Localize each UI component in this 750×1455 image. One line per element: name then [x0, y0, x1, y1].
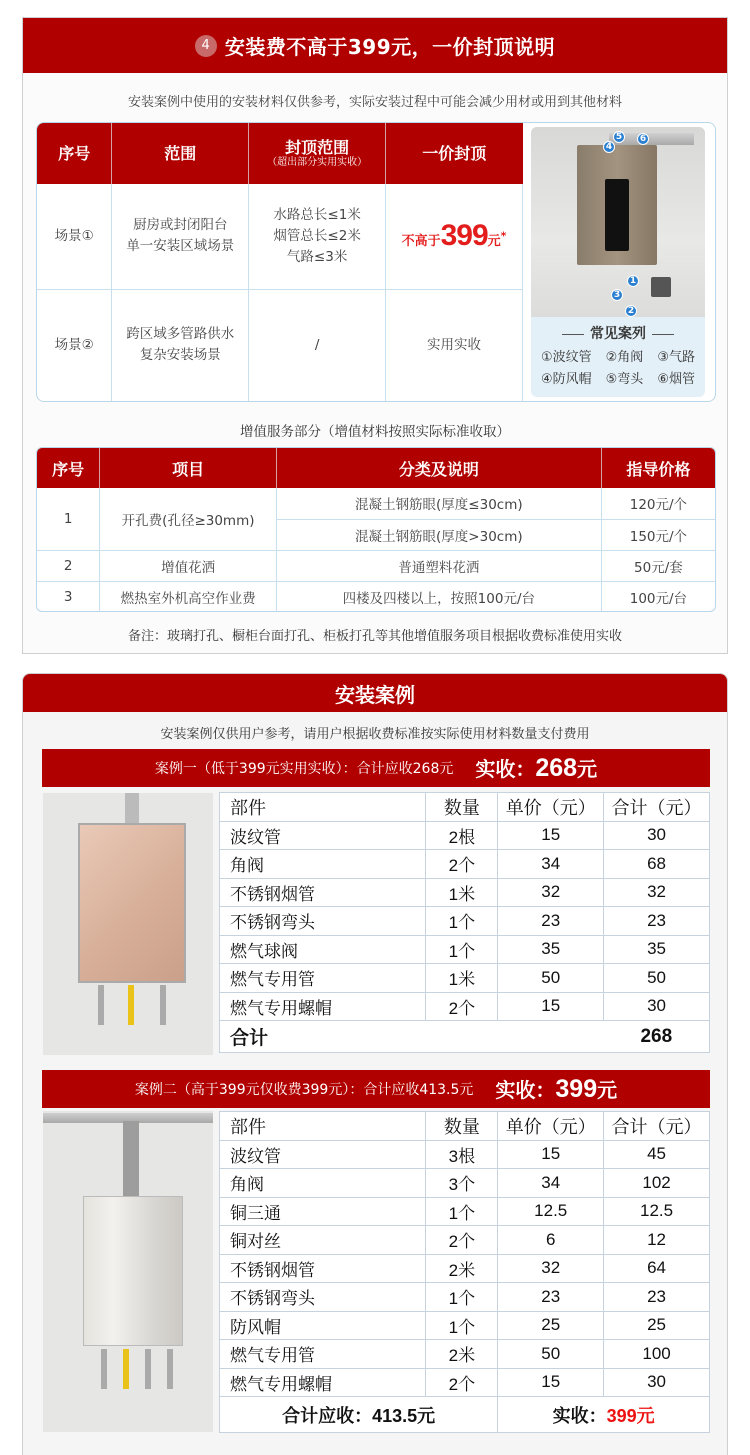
- case1-table: [219, 792, 710, 1053]
- service-item: 开孔费(孔径≥30mm): [100, 488, 277, 550]
- part-unit-price: 23: [498, 1283, 604, 1312]
- part-subtotal: 12.5: [604, 1197, 710, 1226]
- table-header-row: [220, 793, 710, 822]
- marker-3-icon: 3: [611, 289, 623, 301]
- row-number: 3: [37, 581, 100, 612]
- part-unit-price: 15: [498, 1140, 604, 1169]
- real-value: 399元: [606, 1405, 655, 1426]
- case-item: ⑤弯头: [605, 372, 644, 387]
- case-item: ④防风帽: [541, 372, 592, 387]
- part-name: 不锈钢烟管: [220, 878, 426, 907]
- remark-note: 备注：玻璃打孔、橱柜台面打孔、柜板打孔等其他增值服务项目根据收费标准使用实收: [127, 629, 622, 644]
- case-item: ③气路: [657, 350, 695, 365]
- case2-real-amount: [495, 1074, 617, 1104]
- case2-table: [219, 1111, 710, 1433]
- part-qty: 2个: [426, 1368, 498, 1397]
- limit-line: 水路总长≤1米: [273, 206, 361, 223]
- part-subtotal: 35: [604, 935, 710, 964]
- case-item: ⑥烟管: [657, 372, 695, 387]
- part-unit-price: 23: [498, 907, 604, 936]
- header-cell: 数量: [426, 793, 498, 822]
- total-value: 268: [604, 1021, 710, 1053]
- price-prefix: 不高于: [401, 234, 441, 249]
- header-cell: 指导价格: [601, 448, 715, 488]
- table-header-row: [37, 123, 523, 184]
- part-name: 铜三通: [220, 1197, 426, 1226]
- table-row: [220, 821, 710, 850]
- scene-id: 场景①: [37, 184, 112, 289]
- part-subtotal: 68: [604, 850, 710, 879]
- table-row: [220, 1340, 710, 1369]
- table-row: [220, 907, 710, 936]
- scope-table-panel: [36, 122, 716, 402]
- scene-price: 实用实收: [386, 289, 523, 401]
- total-label: 合计: [220, 1021, 604, 1053]
- table-row: [37, 550, 715, 581]
- heater-screen-shape: [605, 179, 629, 251]
- water-heater-shape: [83, 1196, 183, 1346]
- common-cases-card: [531, 127, 705, 397]
- part-qty: 1个: [426, 1197, 498, 1226]
- case2-bar: [42, 1070, 710, 1108]
- real-unit: 元: [597, 1078, 618, 1102]
- part-qty: 1个: [426, 1311, 498, 1340]
- total-real: [498, 1397, 710, 1433]
- part-subtotal: 102: [604, 1169, 710, 1198]
- service-price: 50元/套: [601, 550, 715, 581]
- scope-line: 复杂安装场景: [139, 347, 221, 364]
- marker-2-icon: 2: [625, 305, 637, 317]
- water-heater-shape: [78, 823, 186, 983]
- table-row: [220, 1283, 710, 1312]
- pipes-shape: [88, 985, 178, 1035]
- part-qty: 2个: [426, 1226, 498, 1255]
- part-qty: 2个: [426, 850, 498, 879]
- case-item: ②角阀: [605, 350, 644, 365]
- row-number: 2: [37, 550, 100, 581]
- header-cell: 数量: [426, 1112, 498, 1141]
- table-header-row: [220, 1112, 710, 1141]
- install-fee-section: [22, 17, 728, 654]
- scene-price: [386, 184, 523, 289]
- section-banner: [23, 674, 727, 712]
- part-subtotal: 12: [604, 1226, 710, 1255]
- limit-line: 烟管总长≤2米: [273, 227, 361, 244]
- part-subtotal: 45: [604, 1140, 710, 1169]
- header-cell: 分类及说明: [276, 448, 601, 488]
- table-row: [220, 850, 710, 879]
- service-desc: 混凝土钢筋眼(厚度>30cm): [276, 519, 601, 550]
- part-qty: 1个: [426, 907, 498, 936]
- part-name: 波纹管: [220, 1140, 426, 1169]
- part-name: 角阀: [220, 1169, 426, 1198]
- real-label: 实收：: [552, 1405, 607, 1426]
- scope-line: 厨房或封闭阳台: [133, 217, 228, 234]
- case1-photo: [43, 793, 213, 1055]
- scope-table: [37, 123, 523, 401]
- scope-line: 单一安装区域场景: [126, 238, 235, 255]
- flue-pipe-vertical-shape: [123, 1121, 139, 1197]
- pipes-shape: [93, 1349, 183, 1399]
- service-desc: 混凝土钢筋眼(厚度≤30cm): [276, 488, 601, 519]
- socket-shape: [651, 277, 671, 297]
- part-subtotal: 23: [604, 1283, 710, 1312]
- heater-photo: [531, 127, 705, 317]
- part-unit-price: 34: [498, 1169, 604, 1198]
- header-cell: 部件: [220, 793, 426, 822]
- table-row: [220, 1226, 710, 1255]
- part-name: 不锈钢弯头: [220, 1283, 426, 1312]
- marker-4-icon: 4: [603, 141, 615, 153]
- real-label: 实收：: [475, 757, 536, 781]
- header-cell: 合计（元）: [604, 1112, 710, 1141]
- water-heater-shape: [577, 145, 657, 265]
- part-qty: 2根: [426, 821, 498, 850]
- total-row: [220, 1021, 710, 1053]
- total-row: [220, 1397, 710, 1433]
- service-price: 120元/个: [601, 488, 715, 519]
- part-qty: 2个: [426, 992, 498, 1021]
- part-qty: 3根: [426, 1140, 498, 1169]
- part-name: 不锈钢弯头: [220, 907, 426, 936]
- section-title: 安装案例: [335, 682, 415, 707]
- table-row: [220, 992, 710, 1021]
- step-number-badge: 4: [195, 35, 217, 57]
- real-value: 268: [535, 754, 578, 782]
- table-row: [220, 1254, 710, 1283]
- header-sublabel: （超出部分实用实收）: [267, 157, 368, 169]
- section-subtitle: 安装案例中使用的安装材料仅供参考，实际安装过程中可能会减少用材或用到其他材料: [127, 95, 622, 110]
- part-name: 不锈钢烟管: [220, 1254, 426, 1283]
- section-subtitle: 安装案例仅供用户参考，请用户根据收费标准按实际使用材料数量支付费用: [160, 727, 590, 742]
- part-qty: 2米: [426, 1254, 498, 1283]
- part-name: 防风帽: [220, 1311, 426, 1340]
- marker-6-icon: 6: [637, 133, 649, 145]
- part-name: 角阀: [220, 850, 426, 879]
- section-title: 安装费不高于399元，一价封顶说明: [224, 35, 556, 59]
- part-qty: 2米: [426, 1340, 498, 1369]
- header-label: 封顶范围: [285, 137, 350, 157]
- part-name: 燃气专用螺帽: [220, 1368, 426, 1397]
- limit-line: 气路≤3米: [286, 248, 348, 265]
- scene-limits: /: [249, 289, 386, 401]
- part-name: 波纹管: [220, 821, 426, 850]
- part-qty: 1米: [426, 878, 498, 907]
- header-cell: 单价（元）: [498, 793, 604, 822]
- table-row: [220, 1197, 710, 1226]
- part-unit-price: 50: [498, 964, 604, 993]
- service-price: 150元/个: [601, 519, 715, 550]
- row-number: 1: [37, 488, 100, 550]
- header-cell: 序号: [37, 123, 112, 184]
- part-subtotal: 100: [604, 1340, 710, 1369]
- value-added-table: [37, 448, 715, 612]
- part-subtotal: 25: [604, 1311, 710, 1340]
- flue-pipe-shape: [125, 793, 139, 825]
- value-added-title: 增值服务部分（增值材料按照实际标准收取）: [240, 424, 510, 440]
- part-name: 燃气专用管: [220, 1340, 426, 1369]
- value-added-table-panel: [36, 447, 716, 612]
- service-desc: 普通塑料花洒: [276, 550, 601, 581]
- part-subtotal: 64: [604, 1254, 710, 1283]
- table-row: [220, 878, 710, 907]
- table-row: [220, 1169, 710, 1198]
- service-desc: 四楼及四楼以上，按照100元/台: [276, 581, 601, 612]
- part-unit-price: 32: [498, 878, 604, 907]
- part-unit-price: 25: [498, 1311, 604, 1340]
- price-value: 399: [440, 219, 488, 252]
- price-cap: [401, 219, 507, 252]
- part-name: 燃气专用螺帽: [220, 992, 426, 1021]
- part-unit-price: 50: [498, 1340, 604, 1369]
- table-header-row: [37, 448, 715, 488]
- service-item: 燃热室外机高空作业费: [100, 581, 277, 612]
- part-unit-price: 32: [498, 1254, 604, 1283]
- common-cases-title: 常见案列: [531, 323, 705, 343]
- real-label: 实收：: [495, 1078, 556, 1102]
- part-unit-price: 35: [498, 935, 604, 964]
- part-subtotal: 30: [604, 1368, 710, 1397]
- part-subtotal: 32: [604, 878, 710, 907]
- price-unit: 元: [487, 234, 501, 249]
- case1-real-amount: [475, 753, 597, 783]
- table-row: [220, 1368, 710, 1397]
- table-row: [220, 964, 710, 993]
- header-cell: 序号: [37, 448, 100, 488]
- table-row: [37, 488, 715, 519]
- section-banner: [23, 18, 727, 73]
- header-cell: 单价（元）: [498, 1112, 604, 1141]
- marker-5-icon: 5: [613, 131, 625, 143]
- part-subtotal: 50: [604, 964, 710, 993]
- total-due: 合计应收：413.5元: [220, 1397, 498, 1433]
- scene-scope: [112, 289, 249, 401]
- table-row: [37, 184, 523, 289]
- part-name: 铜对丝: [220, 1226, 426, 1255]
- case2-summary: 案例二（高于399元仅收费399元）：合计应收413.5元: [134, 1082, 474, 1098]
- header-cell: 范围: [112, 123, 249, 184]
- scene-scope: [112, 184, 249, 289]
- service-item: 增值花洒: [100, 550, 277, 581]
- part-unit-price: 12.5: [498, 1197, 604, 1226]
- header-cell: [249, 123, 386, 184]
- part-subtotal: 23: [604, 907, 710, 936]
- part-unit-price: 15: [498, 992, 604, 1021]
- part-unit-price: 6: [498, 1226, 604, 1255]
- common-cases-row: [531, 346, 705, 365]
- scene-id: 场景②: [37, 289, 112, 401]
- case2-photo: [43, 1111, 213, 1432]
- part-qty: 1米: [426, 964, 498, 993]
- part-unit-price: 15: [498, 1368, 604, 1397]
- service-price: 100元/台: [629, 590, 688, 607]
- part-qty: 1个: [426, 1283, 498, 1312]
- table-row: [220, 935, 710, 964]
- case-item: ①波纹管: [541, 350, 592, 365]
- scene-limits: [249, 184, 386, 289]
- table-row: [220, 1311, 710, 1340]
- header-cell: 部件: [220, 1112, 426, 1141]
- install-cases-section: [22, 673, 728, 1455]
- case1-bar: [42, 749, 710, 787]
- common-cases-caption: [531, 317, 705, 387]
- table-row: [37, 289, 523, 401]
- header-cell: 项目: [100, 448, 277, 488]
- header-cell: 合计（元）: [604, 793, 710, 822]
- scope-line: 跨区域多管路供水: [126, 326, 235, 343]
- part-name: 燃气球阀: [220, 935, 426, 964]
- price-asterisk: *: [500, 229, 507, 243]
- part-unit-price: 34: [498, 850, 604, 879]
- real-unit: 元: [577, 757, 598, 781]
- table-row: [220, 1140, 710, 1169]
- part-qty: 3个: [426, 1169, 498, 1198]
- marker-1-icon: 1: [627, 275, 639, 287]
- common-cases-row: [531, 368, 705, 387]
- part-subtotal: 30: [604, 992, 710, 1021]
- real-value: 399: [555, 1075, 598, 1103]
- header-cell: 一价封顶: [386, 123, 523, 184]
- part-name: 燃气专用管: [220, 964, 426, 993]
- case1-summary: 案例一（低于399元实用实收）：合计应收268元: [154, 761, 454, 777]
- part-unit-price: 15: [498, 821, 604, 850]
- part-qty: 1个: [426, 935, 498, 964]
- table-row: [37, 581, 715, 612]
- part-subtotal: 30: [604, 821, 710, 850]
